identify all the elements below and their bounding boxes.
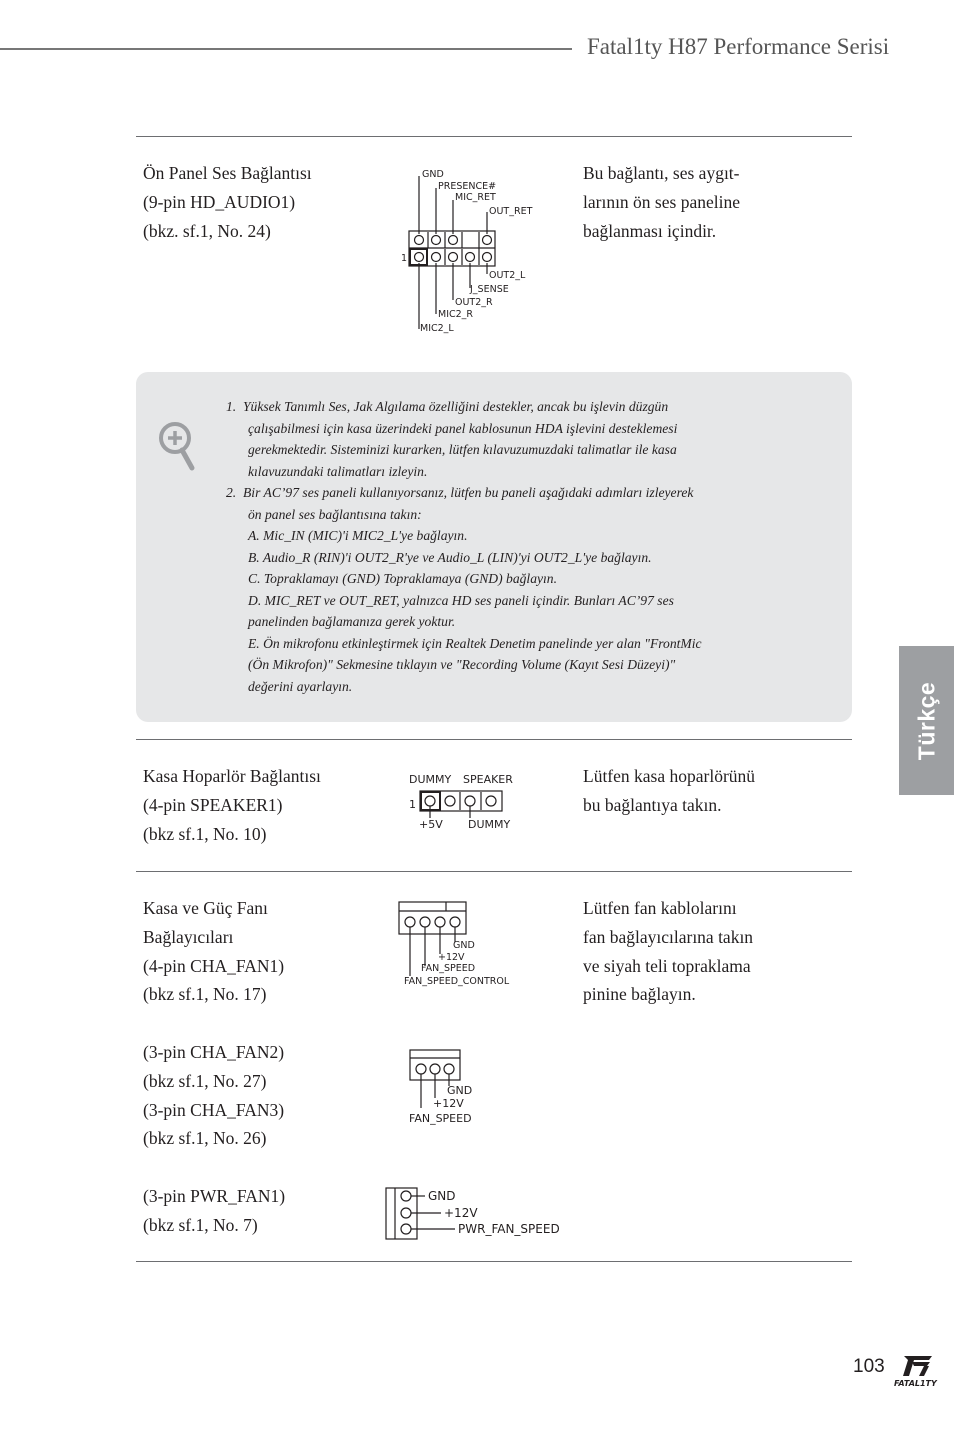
pin-label-gnd: GND	[422, 169, 444, 180]
speaker-label	[143, 762, 321, 848]
pin-label-dummy-2: DUMMY	[468, 818, 511, 831]
text-line: (bkz sf.1, No. 26)	[143, 1128, 267, 1149]
cha-fan23-label	[143, 1038, 284, 1153]
magnifier-plus-icon	[156, 419, 196, 473]
pin-label-fan-speed: FAN_SPEED	[409, 1112, 472, 1125]
section-divider	[136, 739, 852, 740]
side-tab-label: Türkçe	[913, 681, 939, 760]
text-line: (3-pin PWR_FAN1)	[143, 1186, 286, 1206]
cha-fan1-pin-diagram	[398, 900, 528, 990]
text-line: Bağlayıcıları	[143, 926, 234, 947]
pin-label-12v: +12V	[433, 1097, 464, 1110]
pin-label-speaker: SPEAKER	[463, 773, 513, 786]
pin-label-dummy: DUMMY	[409, 773, 452, 786]
text-line: Kasa Hoparlör Bağlantısı	[143, 766, 321, 786]
pin-label-pwr-fan-speed: PWR_FAN_SPEED	[458, 1222, 560, 1236]
pin1-label: 1	[409, 798, 416, 811]
cha-fan23-pin-diagram	[405, 1048, 495, 1128]
text-line: pinine bağlayın.	[583, 984, 696, 1005]
pin-label-out-ret: OUT_RET	[489, 206, 533, 217]
header-rule	[0, 48, 572, 50]
text-line: (bkz sf.1, No. 17)	[143, 984, 267, 1005]
fan-description	[583, 894, 753, 1009]
pin-label-mic2-l: MIC2_L	[420, 323, 454, 334]
page-number: 103	[853, 1356, 885, 1377]
note-line: 2. Bir AC’97 ses paneli kullanıyorsanız, lütfen bu paneli aşağıdaki adımları izleyerek	[226, 485, 694, 500]
text-line: Kasa ve Güç Fanı	[143, 898, 268, 918]
pin-label-12v: +12V	[438, 952, 465, 963]
note-line: A. Mic_IN (MIC)'i MIC2_L'ye bağlayın.	[248, 528, 468, 543]
text-line: bağlanması içindir.	[583, 220, 717, 241]
pin-label-gnd: GND	[428, 1189, 456, 1203]
hd-audio-pin-diagram	[398, 164, 548, 339]
section-divider	[136, 1261, 852, 1262]
language-side-tab	[899, 646, 954, 795]
hd-audio-label	[143, 159, 312, 245]
pin-label-mic2-r: MIC2_R	[438, 309, 474, 320]
text-line: (9-pin HD_AUDIO1)	[143, 191, 296, 212]
note-line: E. Ön mikrofonu etkinleştirmek için Realtek Denetim panelinde yer alan "FrontMic	[248, 635, 702, 651]
pin-label-fan-speed-control: FAN_SPEED_CONTROL	[404, 976, 510, 987]
text-line: Lütfen fan kablolarını	[583, 898, 737, 918]
note-line: C. Topraklamayı (GND) Topraklamaya (GND) bağlayın.	[248, 571, 558, 586]
pin-label-gnd: GND	[447, 1084, 473, 1097]
text-line: (bkz sf.1, No. 27)	[143, 1070, 267, 1091]
fan-label	[143, 894, 284, 1009]
pin-label-5v: +5V	[419, 818, 443, 831]
text-line: fan bağlayıcılarına takın	[583, 926, 754, 947]
fatal1ty-logo	[892, 1352, 944, 1388]
text-line: ve siyah teli topraklama	[583, 955, 751, 976]
text-line: (3-pin CHA_FAN2)	[143, 1042, 285, 1062]
text-line: larının ön ses paneline	[583, 191, 740, 212]
note-line: gerekmektedir. Sisteminizi kurarken, lütfen kılavuzumuzdaki talimatlar ile kasa	[248, 442, 677, 457]
text-line: (bkz. sf.1, No. 24)	[143, 220, 271, 241]
note-line: değerini ayarlayın.	[248, 678, 353, 694]
note-line: B. Audio_R (RIN)'i OUT2_R'ye ve Audio_L (LIN)'yi OUT2_L'ye bağlayın.	[248, 549, 652, 565]
section-divider	[136, 136, 852, 137]
text-line: (3-pin CHA_FAN3)	[143, 1099, 285, 1120]
speaker-pin-diagram	[405, 768, 530, 833]
pin1-marker	[410, 249, 427, 265]
note-line: kılavuzundaki talimatları izleyin.	[248, 463, 428, 479]
pin-label-out2-r: OUT2_R	[455, 297, 493, 308]
text-line: (bkz sf.1, No. 10)	[143, 823, 267, 844]
pin-label-12v: +12V	[444, 1206, 478, 1220]
pwr-fan1-pin-diagram	[385, 1186, 570, 1242]
note-line: (Ön Mikrofon)" Sekmesine tıklayın ve "Recording Volume (Kayıt Sesi Düzeyi)"	[248, 657, 676, 672]
note-line: çalışabilmesi için kasa üzerindeki panel kablosunun HDA işlevini desteklemesi	[248, 420, 678, 436]
text-line: Bu bağlantı, ses aygıt-	[583, 163, 740, 183]
text-line: (4-pin SPEAKER1)	[143, 794, 283, 815]
section-divider	[136, 871, 852, 872]
note-line: ön panel ses bağlantısına takın:	[248, 506, 422, 522]
note-line: panelinden bağlamanıza gerek yoktur.	[248, 614, 456, 629]
pin-label-gnd: GND	[453, 940, 475, 951]
text-line: Lütfen kasa hoparlörünü	[583, 766, 756, 786]
hd-audio-description	[583, 159, 740, 245]
pin1-label: 1	[401, 253, 408, 264]
text-line: bu bağlantıya takın.	[583, 794, 722, 815]
text-line: (4-pin CHA_FAN1)	[143, 955, 285, 976]
speaker-description	[583, 762, 755, 820]
header-title: Fatal1ty H87 Performance Serisi	[587, 34, 890, 59]
pin-label-j-sense: J_SENSE	[470, 284, 509, 295]
pin-label-presence: PRESENCE#	[438, 181, 497, 192]
pin-label-mic-ret: MIC_RET	[455, 192, 496, 203]
note-text	[226, 396, 796, 697]
note-line: D. MIC_RET ve OUT_RET, yalnızca HD ses paneli içindir. Bunları AC’97 ses	[248, 592, 674, 608]
pin-label-fan-speed: FAN_SPEED	[421, 963, 476, 974]
text-line: (bkz sf.1, No. 7)	[143, 1214, 258, 1235]
text-line: Ön Panel Ses Bağlantısı	[143, 163, 312, 183]
logo-text: FATAL1TY	[894, 1379, 937, 1388]
pin-label-out2-l: OUT2_L	[489, 270, 526, 281]
note-line: 1. Yüksek Tanımlı Ses, Jak Algılama özelliğini destekler, ancak bu işlevin düzgün	[226, 399, 669, 414]
pwr-fan-label	[143, 1182, 285, 1240]
